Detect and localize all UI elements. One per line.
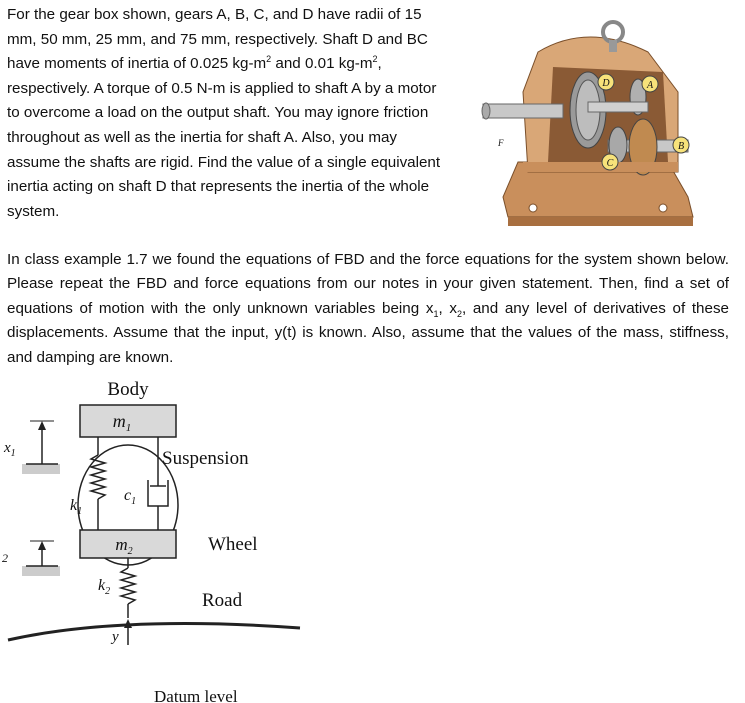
k1-label: $k_1$ — [70, 497, 83, 517]
c1-label: $c_1$ — [124, 487, 137, 507]
quarter-car-diagram — [0, 370, 330, 703]
task-text: , x — [438, 299, 457, 317]
superscript: 2 — [266, 54, 272, 65]
ground-x1 — [22, 464, 60, 474]
m1-label: $m_1$ — [112, 411, 132, 434]
gear-label-a — [642, 76, 658, 92]
wheel-label: Wheel — [208, 534, 258, 555]
m2-label: $m_2$ — [115, 535, 133, 557]
problem-text: and 0.01 kg-m — [271, 55, 373, 73]
svg-text:C: C — [606, 158, 614, 169]
gear-label-b — [673, 137, 689, 153]
k2-label: $k_2$ — [98, 577, 111, 597]
y-label: y — [112, 629, 119, 645]
task-text: , and any level of derivatives of these displacements. Assume that the input, y(t) is known. Also, assume that the values of the mass, stiffness, and damping are known. — [7, 299, 729, 366]
datum-label: Datum level — [154, 687, 238, 703]
gear-label-d — [598, 74, 614, 90]
x2-label: 2 — [2, 551, 8, 565]
subscript: 2 — [456, 308, 462, 319]
problem-statement — [7, 3, 447, 224]
gear-label-c — [602, 154, 618, 170]
spring-k2 — [121, 568, 135, 604]
svg-text:B: B — [677, 141, 685, 152]
road-surface — [8, 624, 300, 640]
x1-label: $x_1$ — [4, 440, 16, 459]
superscript: 2 — [372, 54, 378, 65]
suspension-label: Suspension — [162, 448, 249, 469]
gearbox-illustration — [478, 12, 700, 234]
gear-label-f: F — [498, 138, 504, 148]
problem-text: , respectively. A torque of 0.5 N-m is applied to shaft A by a motor to overcome a load on the output shaft. You may ignore friction throughout as well as the inertia for shaft A. Also, you may assume the shafts are rigid. Find the value of a single equivalent inertia acting on shaft D that represents the inertia of the whole system. — [7, 55, 441, 220]
task-statement — [7, 248, 729, 370]
body-label: Body — [107, 379, 149, 400]
problem-text: For the gear box shown, gears A, B, C, and D have radii of 15 mm, 50 mm, 25 mm, and 75 mm, respectively. Shaft D and BC have moments of inertia of 0.025 kg-m — [7, 6, 428, 73]
svg-text:A: A — [646, 80, 654, 91]
task-text: In class example 1.7 we found the equations of FBD and the force equations for the system shown below. Please repeat the FBD and force equations from our notes in your given statement. Then, find a set of equations of motion with the only unknown variables being x — [7, 251, 729, 317]
subscript: 1 — [433, 308, 439, 319]
ground-x2 — [22, 566, 60, 576]
svg-text:D: D — [602, 78, 610, 89]
road-label: Road — [202, 590, 243, 611]
